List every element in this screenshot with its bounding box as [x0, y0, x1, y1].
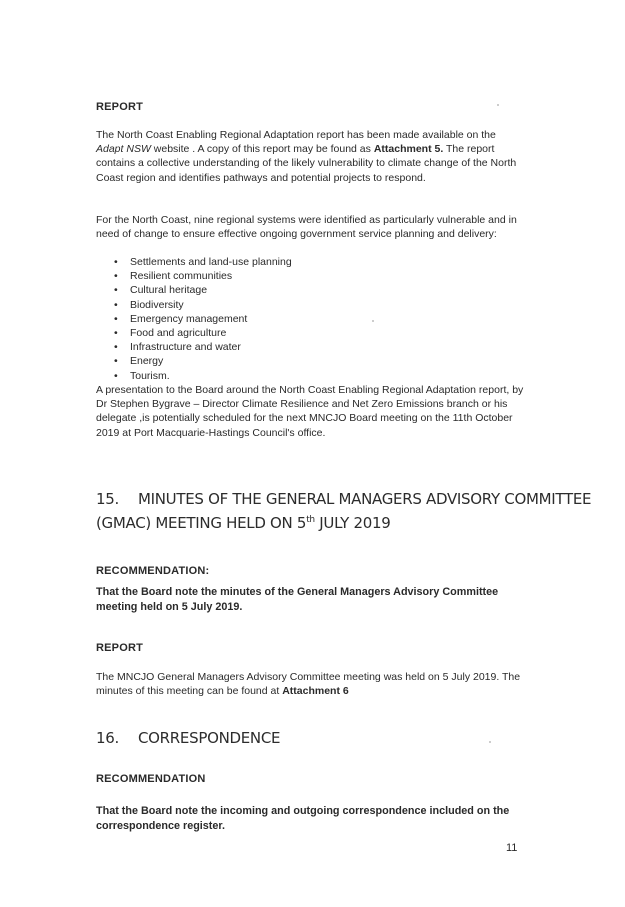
report-paragraph-1: [96, 128, 526, 185]
regional-systems-list: [112, 255, 292, 383]
scan-speck: [489, 741, 491, 743]
ordinal-suffix: th: [306, 515, 315, 525]
attachment-6-reference: Attachment 6: [282, 685, 349, 698]
section-15-title-line-1: MINUTES OF THE GENERAL MANAGERS ADVISORY COMMITTEE: [138, 490, 592, 508]
section-15-title-line-2: (GMAC) MEETING HELD ON 5: [96, 514, 307, 532]
section-15-number: 15.: [96, 490, 119, 508]
list-item: • Emergency management: [112, 312, 292, 326]
report-paragraph-3: A presentation to the Board around the North Coast Enabling Regional Adaptation report, by Dr Stephen Bygrave – Director Climate Resilience and Net Zero Emissions branch or his delegate ,is potentially scheduled for the next MNCJO Board meeting on the 11th October 2019 at Port Macquarie-Hastings Council's office.: [96, 384, 524, 439]
list-item: • Tourism.: [112, 369, 292, 383]
recommendation-heading-15: RECOMMENDATION:: [96, 565, 210, 577]
list-item: • Food and agriculture: [112, 326, 292, 340]
list-item: • Cultural heritage: [112, 283, 292, 297]
list-item: • Energy: [112, 354, 292, 368]
adapt-nsw-name: Adapt NSW: [96, 143, 151, 156]
report-heading-2: REPORT: [96, 642, 144, 654]
section-16-heading: [96, 728, 280, 749]
list-item: • Resilient communities: [112, 269, 292, 283]
recommendation-heading-16: RECOMMENDATION: [96, 773, 206, 785]
recommendation-15-text: That the Board note the minutes of the General Managers Advisory Committee meeting held on 5 July 2019.: [96, 586, 499, 613]
list-item: • Settlements and land-use planning: [112, 255, 292, 269]
report-paragraph-1-text: The North Coast Enabling Regional Adaptation report has been made available on the: [96, 129, 496, 141]
report-paragraph-4-text: The MNCJO General Managers Advisory Committee meeting was held on 5 July 2019. The minutes of this meeting can be found at: [96, 671, 521, 698]
report-paragraph-1-text-end: The report contains a collective understanding of the likely vulnerability to climate change of the North Coast region and identifies pathways and potential projects to respond.: [96, 143, 517, 184]
report-heading: REPORT: [96, 101, 144, 113]
page-number: 11: [506, 842, 518, 854]
report-paragraph-2: For the North Coast, nine regional systems were identified as particularly vulnerable and in need of change to ensure effective ongoing government service planning and delivery:: [96, 214, 517, 241]
section-15-heading: [96, 489, 591, 534]
report-paragraph-1-text-mid: website . A copy of this report may be found as: [150, 143, 374, 156]
recommendation-16-text: That the Board note the incoming and outgoing correspondence included on the correspondence register.: [96, 805, 510, 832]
scan-speck: [497, 104, 499, 106]
section-16-number: 16.: [96, 729, 119, 747]
scan-speck: [372, 320, 374, 322]
section-15-title-line-2-end: JULY 2019: [314, 514, 391, 532]
section-16-title: CORRESPONDENCE: [138, 729, 281, 747]
attachment-5-reference: Attachment 5.: [373, 143, 444, 156]
list-item: • Infrastructure and water: [112, 340, 292, 354]
list-item: • Biodiversity: [112, 298, 292, 312]
report-paragraph-4: [96, 670, 526, 698]
